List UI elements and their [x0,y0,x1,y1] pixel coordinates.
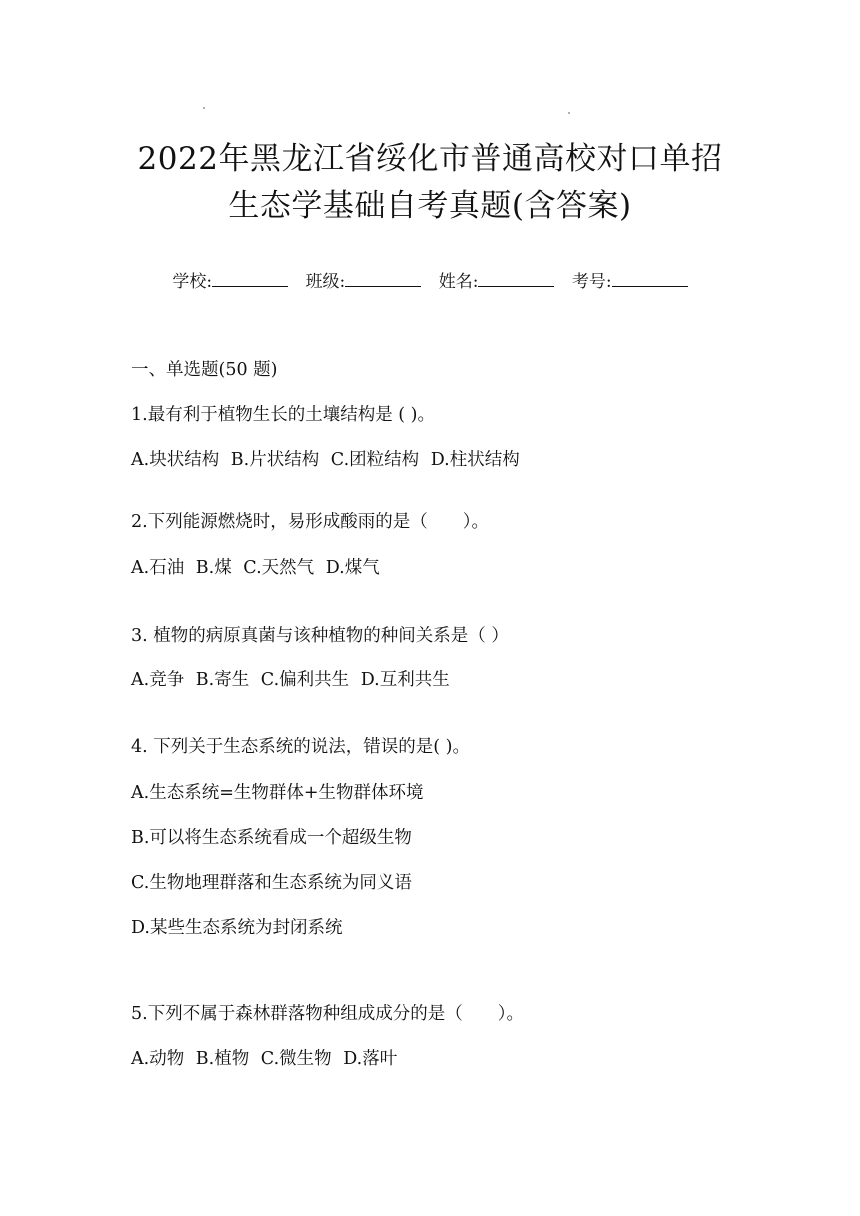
number-field [572,272,688,292]
option-c: C.偏利共生 [260,670,350,690]
option-b: B.寄生 [195,670,250,690]
option-d: D.落叶 [343,1049,398,1069]
option-a: A.块状结构 [131,450,220,470]
question-stem: 3. 植物的病原真菌与该种植物的种间关系是（ ） [131,626,509,646]
question-options [131,556,386,580]
option-b: B.可以将生态系统看成一个超级生物 [131,828,412,848]
option-d: D.互利共生 [360,670,450,690]
option-d: D.煤气 [325,558,380,578]
question-stem: 4. 下列关于生态系统的说法，错误的是( )。 [131,737,470,757]
option-a: A.竞争 [131,670,185,690]
option-a: A.石油 [131,558,185,578]
option-b: B.煤 [195,558,232,578]
option-b: B.片状结构 [230,450,320,470]
scan-dot [203,107,205,109]
number-label: 考号: [571,272,612,292]
school-label: 学校: [172,272,213,292]
school-field [172,272,288,292]
option-c: C.团粒结构 [330,450,420,470]
section-heading: 一、单选题(50 题) [131,360,278,380]
name-blank [478,270,554,287]
question-stem: 2.下列能源燃烧时，易形成酸雨的是（ ）。 [131,512,489,532]
class-blank [345,270,421,287]
exam-title-line-2: 生态学基础自考真题(含答案) [228,188,632,224]
question-stem: 1.最有利于植物生长的土壤结构是 ( )。 [131,405,435,425]
option-a: A.生态系统=生物群体+生物群体环境 [131,783,424,803]
question-options [131,668,456,692]
name-field [439,272,555,292]
school-blank [212,270,288,287]
class-label: 班级: [305,272,346,292]
scan-dot [568,112,570,114]
option-d: D.柱状结构 [430,450,520,470]
option-c: C.生物地理群落和生态系统为同义语 [131,873,412,893]
number-blank [612,270,688,287]
option-b: B.植物 [195,1049,250,1069]
option-c: C.微生物 [260,1049,332,1069]
option-c: C.天然气 [243,558,315,578]
option-d: D.某些生态系统为封闭系统 [131,918,343,938]
question-options [131,1047,403,1071]
question-stem: 5.下列不属于森林群落物种组成成分的是（ ）。 [131,1004,524,1024]
question-options [131,448,526,472]
option-a: A.动物 [131,1049,185,1069]
name-label: 姓名: [438,272,479,292]
student-info-row [0,270,860,294]
class-field [306,272,422,292]
exam-title-line-1: 2022年黑龙江省绥化市普通高校对口单招 [137,141,723,177]
